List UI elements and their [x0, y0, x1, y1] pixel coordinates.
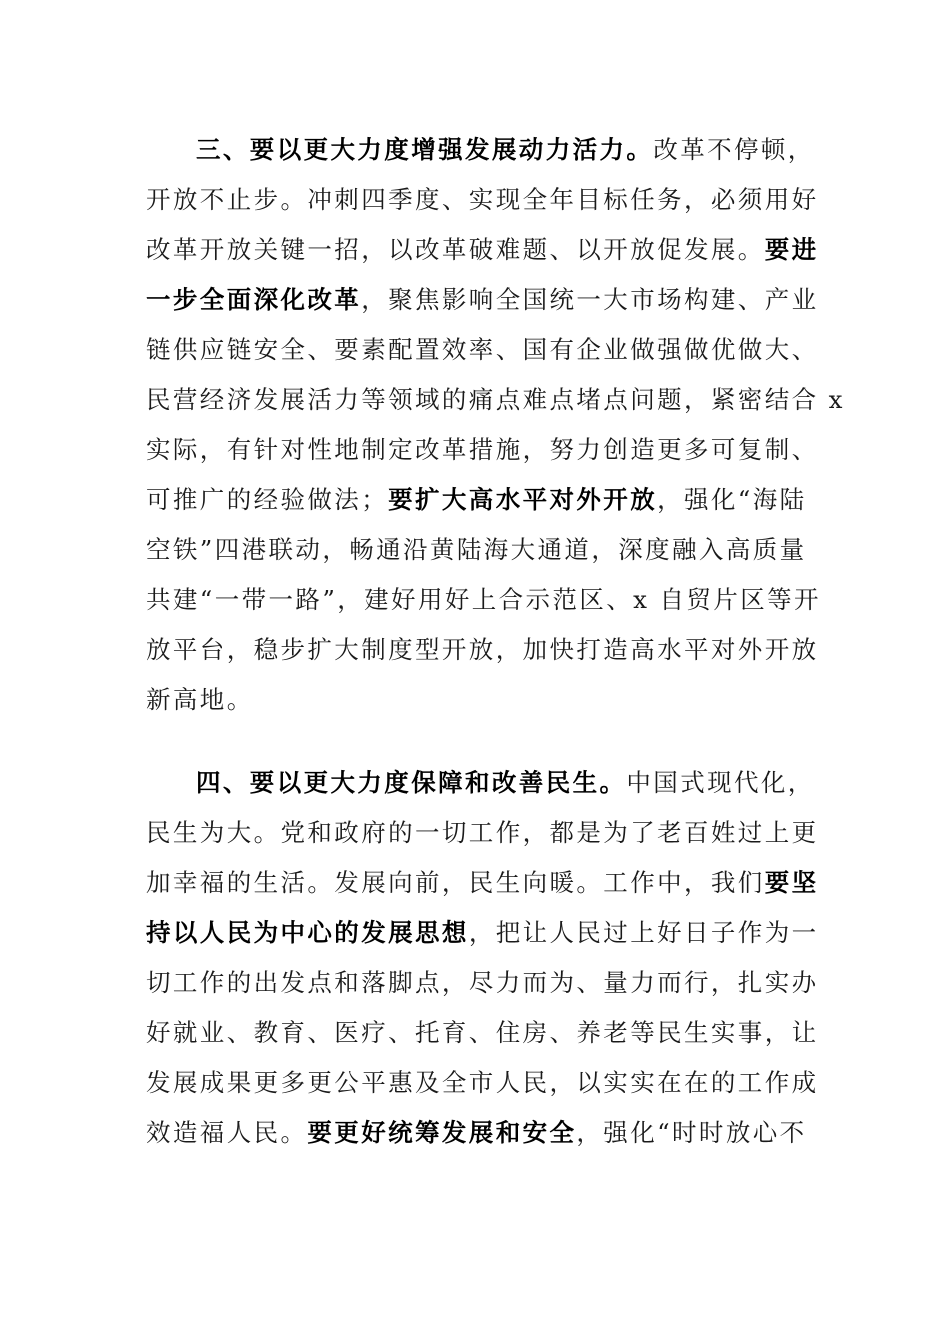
text-segment: 改革不停顿， — [653, 135, 815, 164]
text-segment: 发展成果更多更公平惠及全市人民，以实实在在的工作成 — [146, 1068, 819, 1097]
text-segment: 共建“一带一路”，建好用好上合示范区、x 自贸片区等开 — [146, 585, 821, 614]
text-line — [146, 625, 836, 675]
bold-text-segment: 四、要以更大力度保障和改善民生。 — [196, 768, 627, 797]
text-segment: ，强化“时时放心不 — [576, 1118, 807, 1147]
bold-text-segment: 要坚 — [764, 868, 819, 897]
text-segment: ，聚焦影响全国统一大市场构建、产业 — [361, 285, 819, 314]
text-segment: 链供应链安全、要素配置效率、国有企业做强做优做大、 — [146, 335, 819, 364]
text-line — [146, 125, 836, 175]
text-segment: 新高地。 — [146, 685, 254, 714]
bold-text-segment: 要进 — [764, 235, 819, 264]
text-line — [146, 325, 836, 375]
text-line — [146, 675, 836, 725]
text-segment: 民生为大。党和政府的一切工作，都是为了老百姓过上更 — [146, 818, 819, 847]
bold-text-segment: 一步全面深化改革 — [146, 285, 362, 314]
text-line — [146, 425, 836, 475]
text-line — [146, 958, 836, 1008]
text-segment: 民营经济发展活力等领域的痛点难点堵点问题，紧密结合 x — [146, 385, 845, 414]
bold-text-segment: 要扩大高水平对外开放 — [388, 485, 658, 514]
bold-text-segment: 持以人民为中心的发展思想 — [146, 918, 469, 947]
text-segment: 中国式现代化， — [626, 768, 815, 797]
text-segment: 好就业、教育、医疗、托育、住房、养老等民生实事，让 — [146, 1018, 819, 1047]
text-line — [146, 758, 836, 808]
text-line — [146, 375, 845, 425]
text-line — [146, 808, 836, 858]
text-segment: ，把让人民过上好日子作为一 — [468, 918, 819, 947]
text-segment: 空铁”四港联动，畅通沿黄陆海大通道，深度融入高质量 — [146, 535, 807, 564]
text-segment: 改革开放关键一招，以改革破难题、以开放促发展。 — [146, 235, 765, 264]
text-segment: 效造福人民。 — [146, 1118, 308, 1147]
text-segment: 可推广的经验做法； — [146, 485, 389, 514]
text-line — [146, 225, 836, 275]
paragraph-section-three — [146, 125, 845, 725]
text-segment: 开放不止步。冲刺四季度、实现全年目标任务，必须用好 — [146, 185, 819, 214]
text-line — [146, 575, 836, 625]
text-segment: 实际，有针对性地制定改革措施，努力创造更多可复制、 — [146, 435, 819, 464]
text-line — [146, 1058, 836, 1108]
text-line — [146, 1008, 836, 1058]
text-line — [146, 475, 836, 525]
bold-text-segment: 三、要以更大力度增强发展动力活力。 — [196, 135, 654, 164]
text-line — [146, 175, 836, 225]
text-line — [146, 908, 836, 958]
text-segment: 加幸福的生活。发展向前，民生向暖。工作中，我们 — [146, 868, 765, 897]
paragraph-section-four — [146, 758, 836, 1158]
text-segment: 切工作的出发点和落脚点，尽力而为、量力而行，扎实办 — [146, 968, 819, 997]
text-segment: 放平台，稳步扩大制度型开放，加快打造高水平对外开放 — [146, 635, 819, 664]
text-line — [146, 275, 836, 325]
bold-text-segment: 要更好统筹发展和安全 — [307, 1118, 577, 1147]
text-line — [146, 858, 836, 908]
text-line — [146, 525, 836, 575]
text-line — [146, 1108, 836, 1158]
text-segment: ，强化“海陆 — [657, 485, 807, 514]
